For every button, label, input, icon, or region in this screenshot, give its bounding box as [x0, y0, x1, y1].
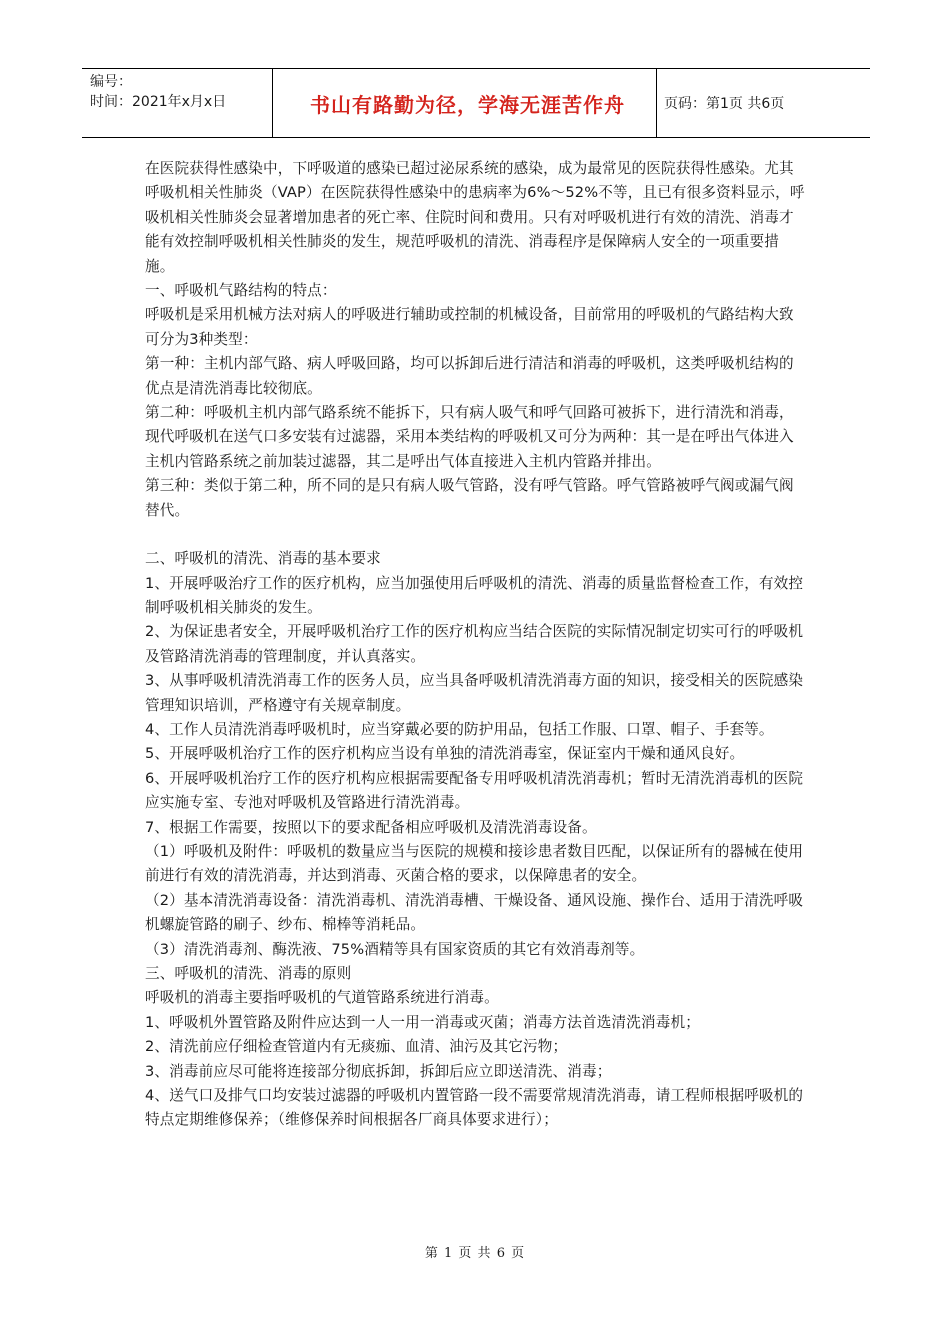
document-number-label: 编号：: [90, 74, 132, 90]
body-paragraph: 呼吸机是采用机械方法对病人的呼吸进行辅助或控制的机械设备，目前常用的呼吸机的气路结构大致可分为3种类型：: [145, 306, 794, 348]
list-item: 3、从事呼吸机清洗消毒工作的医务人员，应当具备呼吸机清洗消毒方面的知识，接受相关的医院感染管理知识培训，严格遵守有关规章制度。: [145, 672, 804, 714]
sub-list-item: （3）清洗消毒剂、酶洗液、75%酒精等具有国家资质的其它有效消毒剂等。: [145, 940, 645, 958]
list-item: 5、开展呼吸机治疗工作的医疗机构应当设有单独的清洗消毒室，保证室内干燥和通风良好。: [145, 745, 745, 763]
intro-paragraph: 在医院获得性感染中，下呼吸道的感染已超过泌尿系统的感染，成为最常见的医院获得性感染。尤其呼吸机相关性肺炎（VAP）在医院获得性感染中的患病率为6%～52%不等，且已有很多资料显示，呼吸机相关性肺炎会显著增加患者的死亡率、住院时间和费用。只有对呼吸机进行有效的清洗、消毒才能有效控制呼吸机相关性肺炎的发生，规范呼吸机的清洗、消毒程序是保障病人安全的一项重要措施。: [145, 160, 805, 275]
header-motto: 书山有路勤为径，学海无涯苦作舟: [310, 92, 625, 117]
body-paragraph: 第一种：主机内部气路、病人呼吸回路，均可以拆卸后进行清洁和消毒的呼吸机，这类呼吸机结构的优点是清洗消毒比较彻底。: [145, 355, 794, 397]
sub-list-item: （2）基本清洗消毒设备：清洗消毒机、清洗消毒槽、干燥设备、通风设施、操作台、适用于清洗呼吸机螺旋管路的刷子、纱布、棉棒等消耗品。: [145, 891, 804, 934]
body-paragraph: 呼吸机的消毒主要指呼吸机的气道管路系统进行消毒。: [145, 989, 499, 1007]
header-page-info: 页码：第1页 共6页: [664, 96, 785, 112]
document-body: [145, 157, 805, 1133]
sub-list-item: （1）呼吸机及附件：呼吸机的数量应当与医院的规模和接诊患者数目匹配，以保证所有的器械在使用前进行有效的清洗消毒，并达到消毒、灭菌合格的要求，以保障患者的安全。: [145, 842, 804, 885]
header-meta: [90, 72, 226, 112]
header-divider-right: [656, 69, 657, 137]
list-item: 6、开展呼吸机治疗工作的医疗机构应根据需要配备专用呼吸机清洗消毒机；暂时无清洗消毒机的医院应实施专室、专池对呼吸机及管路进行清洗消毒。: [145, 769, 804, 812]
list-item: 1、开展呼吸治疗工作的医疗机构，应当加强使用后呼吸机的清洗、消毒的质量监督检查工作，有效控制呼吸机相关肺炎的发生。: [145, 574, 804, 616]
section-heading-1: 一、呼吸机气路结构的特点：: [145, 282, 337, 300]
list-item: 1、呼吸机外置管路及附件应达到一人一用一消毒或灭菌；消毒方法首选清洗消毒机；: [145, 1013, 700, 1031]
list-item: 7、根据工作需要，按照以下的要求配备相应呼吸机及清洗消毒设备。: [145, 818, 597, 836]
list-item: 2、为保证患者安全，开展呼吸机治疗工作的医疗机构应当结合医院的实际情况制定切实可行的呼吸机及管路清洗消毒的管理制度，并认真落实。: [145, 623, 804, 665]
header-divider-left: [272, 69, 273, 137]
page-footer: 第 1 页 共 6 页: [424, 1246, 526, 1261]
section-heading-2: 二、呼吸机的清洗、消毒的基本要求: [145, 550, 381, 568]
list-item: 3、消毒前应尽可能将连接部分彻底拆卸，拆卸后应立即送清洗、消毒；: [145, 1062, 612, 1080]
list-item: 2、清洗前应仔细检查管道内有无痰痂、血清、油污及其它污物；: [145, 1038, 568, 1056]
section-heading-3: 三、呼吸机的清洗、消毒的原则: [145, 965, 352, 982]
list-item: 4、工作人员清洗消毒呼吸机时，应当穿戴必要的防护用品，包括工作服、口罩、帽子、手套等。: [145, 720, 774, 738]
list-item: 4、送气口及排气口均安装过滤器的呼吸机内置管路一段不需要常规清洗消毒，请工程师根据呼吸机的特点定期维修保养；（维修保养时间根据各厂商具体要求进行）；: [145, 1087, 804, 1129]
body-paragraph: 第三种：类似于第二种，所不同的是只有病人吸气管路，没有呼气管路。呼气管路被呼气阀或漏气阀替代。: [145, 477, 794, 519]
body-paragraph: 第二种：呼吸机主机内部气路系统不能拆下，只有病人吸气和呼气回路可被拆下，进行清洗和消毒，现代呼吸机在送气口多安装有过滤器，采用本类结构的呼吸机又可分为两种：其一是在呼出气体进入主机内管路系统之前加装过滤器，其二是呼出气体直接进入主机内管路并排出。: [145, 404, 794, 470]
page-header: [82, 68, 870, 138]
document-time-label: 时间：2021年x月x日: [90, 94, 227, 110]
